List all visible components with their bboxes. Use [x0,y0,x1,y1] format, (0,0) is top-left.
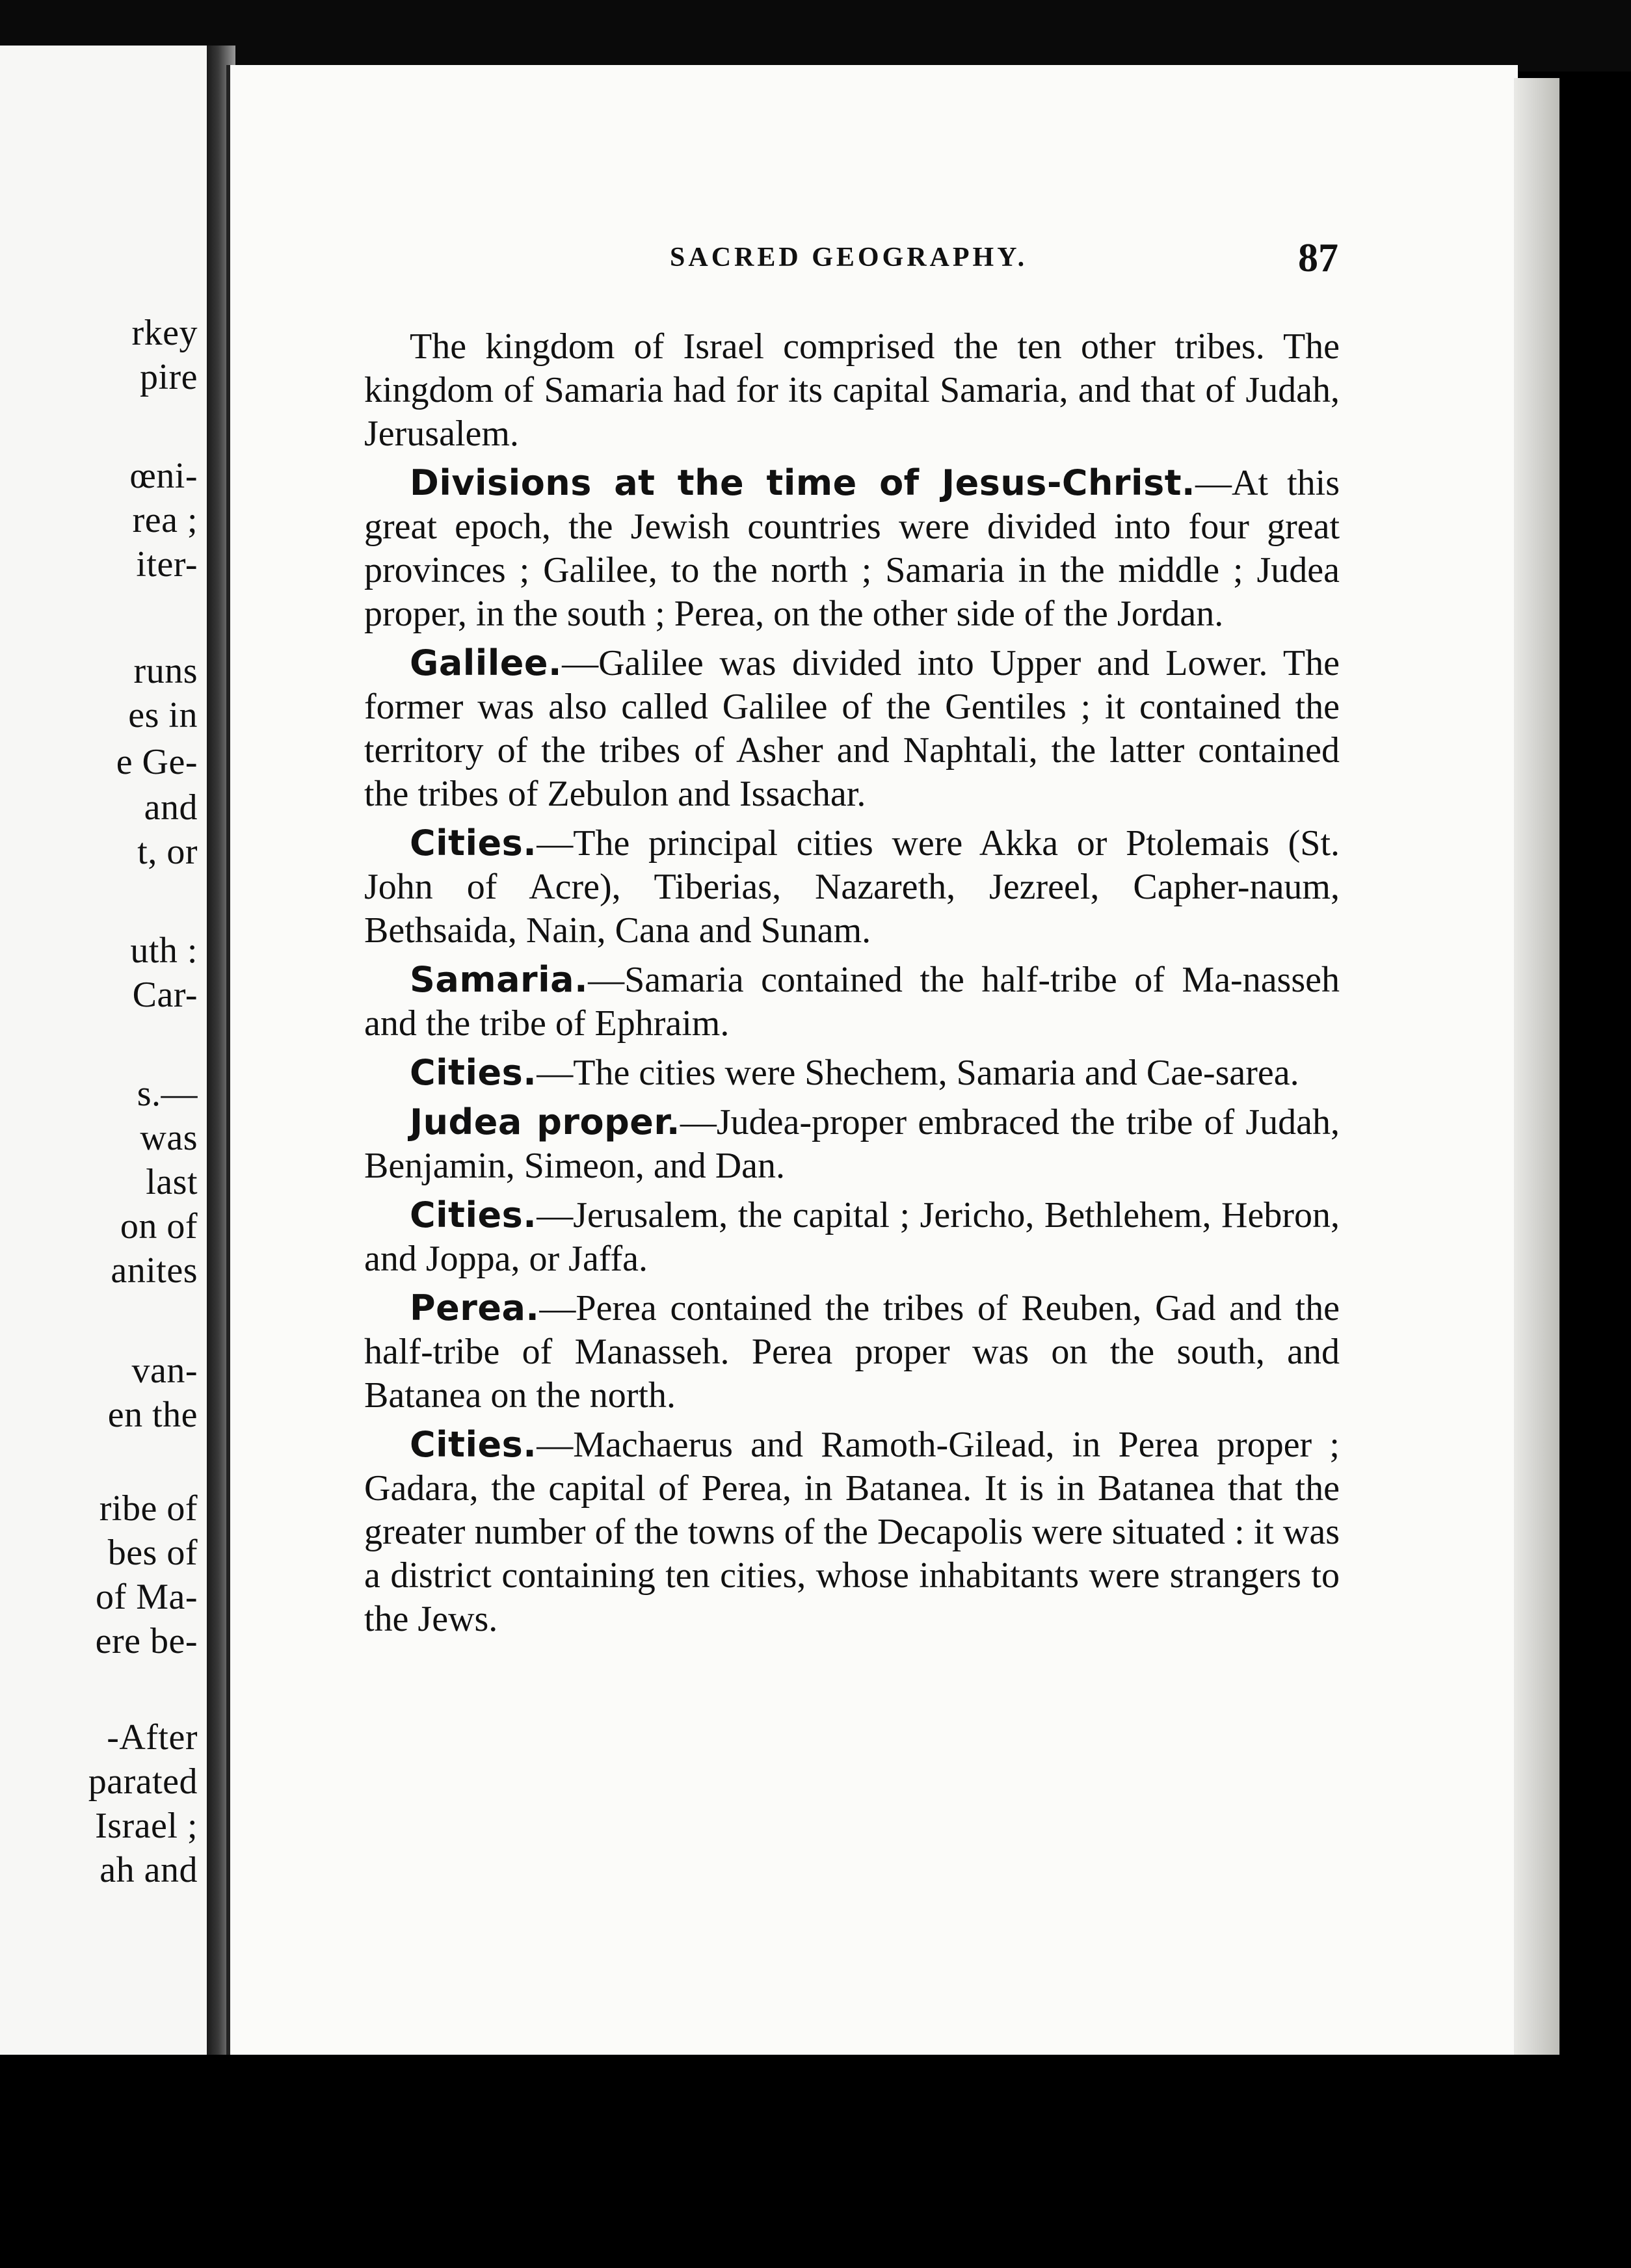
left-page-line: last [146,1162,198,1202]
paragraph [364,821,1340,953]
left-page-fragment [0,46,209,2055]
left-page-line: ere be- [95,1621,198,1661]
paragraph-body: —The principal cities were Akka or Ptolemais (St. John of Acre), Tiberias, Nazareth, Jezreel, Capher-naum, Bethsaida, Nain, Cana and Sunam. [364,823,1340,951]
paragraph-heading: Judea proper. [410,1101,680,1142]
left-page-line: rkey [131,313,198,353]
paragraph-body: —Machaerus and Ramoth-Gilead, in Perea proper ; Gadara, the capital of Perea, in Batanea. It is in Batanea that the greater number of the towns of the Decapolis were situated : it was a district containing ten cities, whose inhabitants were strangers to the Jews. [364,1425,1340,1639]
left-page-line: of Ma- [96,1577,198,1617]
left-page-line: ah and [99,1850,198,1890]
paragraph-heading: Samaria. [410,959,589,1000]
paragraph [364,1051,1340,1095]
left-page-line: bes of [107,1533,198,1573]
left-page-line: parated [88,1761,198,1802]
paragraph-heading: Cities. [410,1052,537,1093]
scan-top-border [0,0,1631,72]
left-page-line: van- [131,1351,198,1391]
paragraph [364,1193,1340,1281]
page-edge [1514,78,1559,2055]
running-head: SACRED GEOGRAPHY. [670,243,1028,272]
left-page-line: rea ; [132,500,198,540]
paragraph-heading: Cities. [410,1424,537,1465]
left-page-line: runs [133,651,198,691]
paragraph-body: —Perea contained the tribes of Reuben, Gad and the half-tribe of Manasseh. Perea proper was on the south, and Batanea on the north. [364,1288,1340,1416]
paragraph [364,461,1340,636]
paragraph-body: The kingdom of Israel comprised the ten other tribes. The kingdom of Samaria had for its capital Samaria, and that of Judah, Jerusalem. [364,326,1340,454]
left-page-line: ribe of [99,1488,198,1529]
scan-bottom-border [0,2055,1631,2268]
left-page-line: es in [128,695,198,735]
paragraph-body: —Judea-proper embraced the tribe of Judah, Benjamin, Simeon, and Dan. [364,1102,1340,1186]
left-page-line: iter- [136,544,198,585]
left-page-line: anites [111,1250,198,1291]
left-page-line: t, or [137,832,198,872]
left-page-line: on of [120,1206,198,1246]
paragraph [364,958,1340,1046]
paragraph-body: —Galilee was divided into Upper and Lower. The former was also called Galilee of the Gentiles ; it contained the territory of the tribes of Asher and Naphtali, the latter contained the tribes of Zebulon and Issachar. [364,643,1340,814]
paragraph-body: —The cities were Shechem, Samaria and Cae-sarea. [537,1053,1299,1093]
left-page-line: and [144,787,198,828]
left-page-line: s.— [137,1074,198,1114]
paragraph-heading: Galilee. [410,642,563,683]
paragraph-body: —Samaria contained the half-tribe of Ma-nasseh and the tribe of Ephraim. [364,960,1340,1044]
paragraph [364,325,1340,456]
body-text [364,325,1340,1646]
paragraph [364,1100,1340,1188]
left-page-line: uth : [130,930,198,971]
left-page-line: was [140,1118,198,1158]
page-number: 87 [1298,236,1338,280]
left-page-line: Israel ; [95,1806,198,1846]
left-page-line: œni- [129,456,198,496]
paragraph-heading: Divisions at the time of Jesus-Christ. [410,462,1196,503]
left-page-line: -After [107,1717,198,1758]
paragraph [364,1423,1340,1641]
paragraph-body: —Jerusalem, the capital ; Jericho, Bethlehem, Hebron, and Joppa, or Jaffa. [364,1195,1340,1279]
paragraph-heading: Cities. [410,823,537,864]
left-page-line: en the [107,1395,198,1435]
left-page-line: Car- [132,975,198,1015]
paragraph [364,641,1340,816]
paragraph [364,1286,1340,1418]
left-page-line: e Ge- [116,742,198,782]
paragraph-body: —At this great epoch, the Jewish countries were divided into four great provinces ; Galilee, to the north ; Samaria in the middle ; Judea proper, in the south ; Perea, on the other side of the Jordan. [364,463,1340,634]
paragraph-heading: Cities. [410,1194,537,1235]
left-page-line: pire [139,357,198,397]
paragraph-heading: Perea. [410,1287,540,1328]
